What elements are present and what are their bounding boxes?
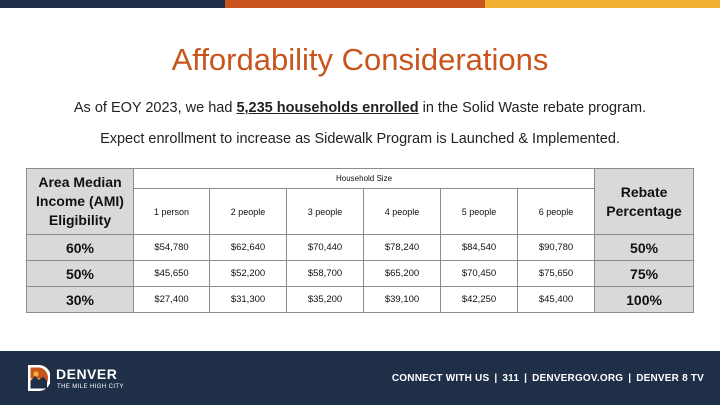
ami-level: 50% (27, 261, 134, 287)
household-size-5: 5 people (441, 189, 518, 235)
income-limit: $58,700 (287, 261, 364, 287)
top-bar-segment-navy (0, 0, 225, 8)
separator: | (494, 373, 498, 384)
top-bar-segment-orange (225, 0, 485, 8)
income-limit: $27,400 (134, 287, 210, 313)
income-limit: $31,300 (210, 287, 287, 313)
website-link: DENVERGOV.ORG (532, 373, 624, 384)
income-limit: $62,640 (210, 235, 287, 261)
enrollment-highlight: 5,235 households enrolled (236, 100, 419, 116)
income-limit: $65,200 (364, 261, 441, 287)
denver-logo-name: DENVER (56, 366, 118, 382)
income-limit: $78,240 (364, 235, 441, 261)
income-limit: $35,200 (287, 287, 364, 313)
top-accent-bar (0, 0, 720, 8)
denver-logo-icon (26, 364, 50, 392)
footer-bar (0, 351, 720, 405)
income-limit: $84,540 (441, 235, 518, 261)
household-size-3: 3 people (287, 189, 364, 235)
separator: | (524, 373, 528, 384)
income-limit: $42,250 (441, 287, 518, 313)
income-limit: $52,200 (210, 261, 287, 287)
income-limit: $90,780 (518, 235, 595, 261)
income-limit: $54,780 (134, 235, 210, 261)
income-limit: $45,400 (518, 287, 595, 313)
table-row-ami-50 (27, 261, 694, 287)
table-row-ami-60 (27, 235, 694, 261)
rebate-percentage-header: Rebate Percentage (595, 169, 694, 235)
household-size-header: Household Size (134, 169, 595, 189)
connect-links (392, 373, 704, 384)
top-bar-segment-gold (485, 0, 720, 8)
household-size-2: 2 people (210, 189, 287, 235)
rebate-percentage: 75% (595, 261, 694, 287)
rebate-percentage: 50% (595, 235, 694, 261)
income-limit: $70,440 (287, 235, 364, 261)
income-limit: $70,450 (441, 261, 518, 287)
income-limit: $75,650 (518, 261, 595, 287)
income-limit: $39,100 (364, 287, 441, 313)
household-size-6: 6 people (518, 189, 595, 235)
ami-level: 60% (27, 235, 134, 261)
rebate-percentage: 100% (595, 287, 694, 313)
slide-title: Affordability Considerations (171, 42, 549, 77)
tv-channel: DENVER 8 TV (636, 373, 704, 384)
ami-eligibility-header: Area Median Income (AMI) Eligibility (27, 169, 134, 235)
separator: | (628, 373, 632, 384)
ami-level: 30% (27, 287, 134, 313)
table-row-ami-30 (27, 287, 694, 313)
household-size-1: 1 person (134, 189, 210, 235)
household-size-4: 4 people (364, 189, 441, 235)
affordability-table (26, 168, 694, 313)
denver-logo-tagline: THE MILE HIGH CITY (57, 384, 124, 390)
enrollment-outlook: Expect enrollment to increase as Sidewalk Program is Launched & Implemented. (100, 131, 620, 147)
enrollment-statement (0, 99, 720, 117)
enrollment-prefix: As of EOY 2023, we had (73, 100, 237, 116)
enrollment-suffix: in the Solid Waste rebate program. (418, 100, 647, 116)
phone-311: 311 (502, 373, 520, 384)
connect-label: CONNECT WITH US (391, 373, 490, 384)
income-limit: $45,650 (134, 261, 210, 287)
